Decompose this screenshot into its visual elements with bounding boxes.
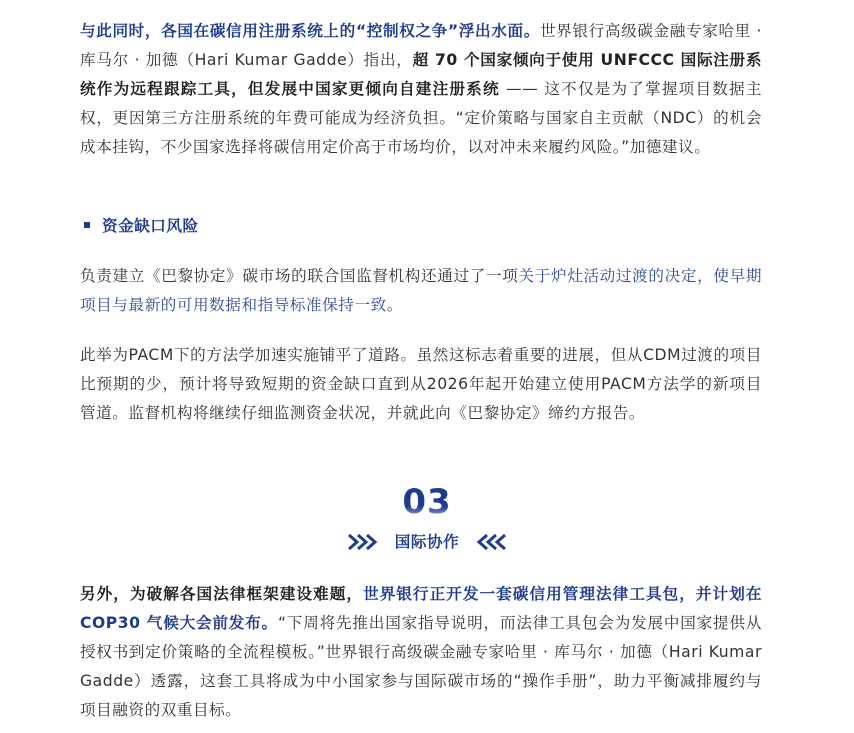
paragraph-legal-toolkit (80, 580, 762, 725)
paragraph-text: —— 这不仅是为了掌握项目数据主权，更因第三方注册系统的年费可能成为经济负担。“定价策略与国家自主贡献（NDC）的机会成本挂钩，不少国家选择将碳信用定价高于市场均价，以对冲未来履约风险。”加德建议。 (80, 80, 762, 156)
paragraph-lead-heading: 与此同时，各国在碳信用注册系统上的“控制权之争”浮出水面。 (80, 22, 540, 40)
paragraph-registry-control (80, 17, 762, 162)
paragraph-highlight: 世界银行正开发一套碳信用管理法律工具包，并计划在 COP30 气候大会前发布。 (80, 585, 762, 632)
paragraph-pacm: 此举为PACM下的方法学加速实施铺平了道路。虽然这标志着重要的进展，但从CDM过渡的项目比预期的少，预计将导致短期的资金缺口直到从2026年起开始建立使用PACM方法学的新项目管道。监督机构将继续仔细监测资金状况，并就此向《巴黎协定》缔约方报告。 (80, 346, 762, 422)
paragraph-emphasis: 另外，为破解各国法律框架建设难题， (80, 585, 363, 603)
decision-link[interactable]: 关于炉灶活动过渡的决定，使早期项目与最新的可用数据和指导标准保持一致 (80, 267, 762, 314)
double-chevron-right-icon (345, 532, 379, 552)
paragraph-text: 负责建立《巴黎协定》碳市场的联合国监督机构还通过了一项 (80, 267, 519, 285)
section-heading (0, 528, 854, 556)
paragraph-text: 。 (386, 296, 403, 314)
paragraph-text: 世界银行高级碳金融专家哈里 · 库马尔 · 加德（Hari Kumar Gadde）指出， (80, 22, 763, 69)
square-bullet-icon (84, 222, 90, 228)
section-number: 03 (0, 482, 854, 522)
double-chevron-left-icon (475, 532, 509, 552)
bullet-heading-funding-gap (80, 212, 762, 241)
section-title: 国际协作 (394, 533, 460, 551)
paragraph-supervisory-body (80, 262, 762, 320)
paragraph-text: “下周将先推出国家指导说明，而法律工具包会为发展中国家提供从授权书到定价策略的全流程模板。”世界银行高级碳金融专家哈里 · 库马尔 · 加德（Hari Kumar Gadde）透露，这套工具将成为中小国家参与国际碳市场的“操作手册”，助力平衡减排履约与项目融资的双重目标。 (80, 614, 762, 719)
bullet-heading-label: 资金缺口风险 (102, 217, 199, 235)
paragraph-emphasis: 超 70 个国家倾向于使用 UNFCCC 国际注册系统作为远程跟踪工具，但发展中国家更倾向自建注册系统 (80, 51, 763, 98)
